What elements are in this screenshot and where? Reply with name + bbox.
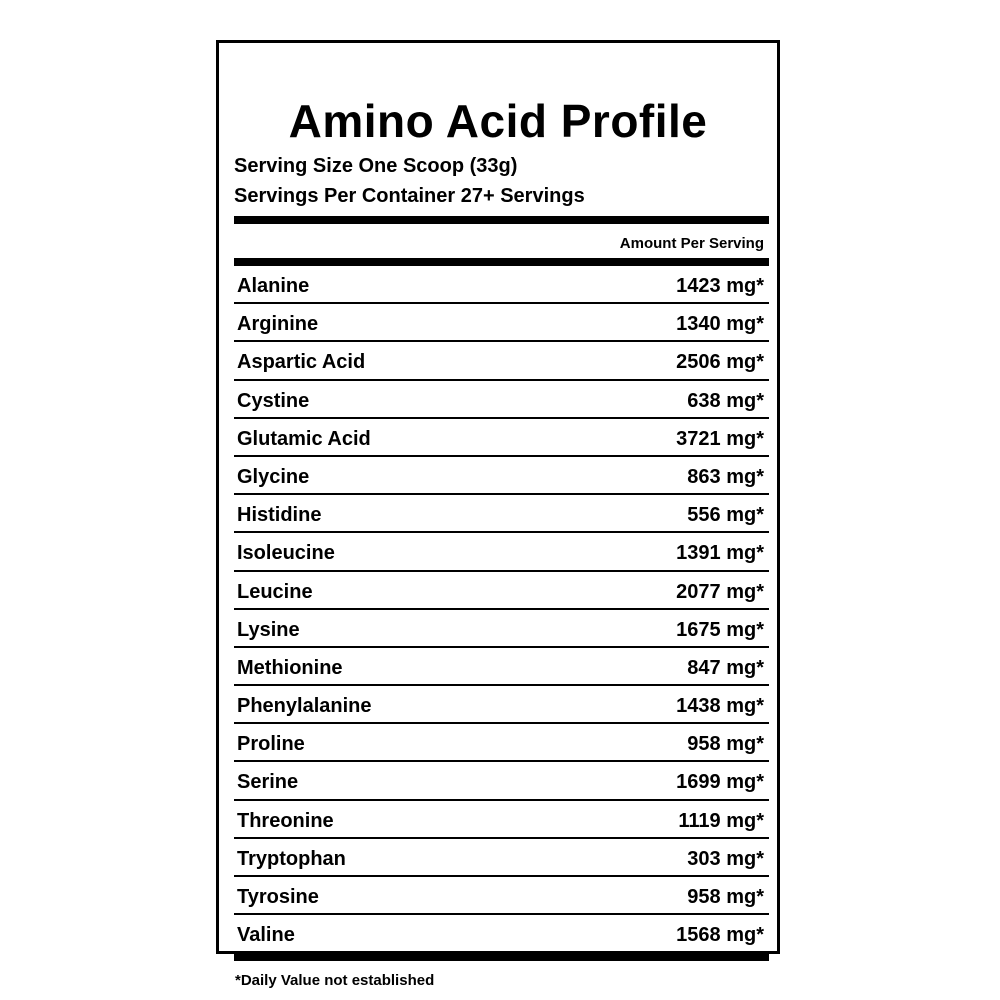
amino-acid-amount: 1568 mg* (676, 924, 764, 947)
amino-acid-name: Glycine (237, 465, 310, 488)
amino-acid-amount: 1423 mg* (676, 275, 764, 297)
amino-acid-row (234, 381, 769, 419)
amino-acid-name: Tryptophan (237, 847, 346, 870)
amino-acid-name: Glutamic Acid (237, 427, 371, 450)
divider-thick-header (234, 258, 769, 266)
amino-acid-row (234, 457, 769, 495)
amino-acid-name: Isoleucine (237, 542, 335, 565)
divider-thick-bottom (234, 953, 769, 961)
amino-acid-name: Phenylalanine (237, 695, 372, 718)
amino-acid-row (234, 266, 769, 304)
amino-acid-name: Serine (237, 771, 299, 794)
amino-acid-name: Valine (237, 924, 295, 947)
amino-acid-row (234, 648, 769, 686)
amino-acid-name: Lysine (237, 618, 300, 641)
amino-acid-amount: 1438 mg* (676, 695, 764, 718)
amino-acid-name: Threonine (237, 809, 334, 832)
amino-acid-amount: 638 mg* (687, 389, 764, 412)
amino-acid-name: Tyrosine (237, 886, 319, 908)
amino-acid-amount: 958 mg* (687, 733, 764, 756)
amino-acid-name: Cystine (237, 389, 310, 412)
amino-acid-list (234, 266, 769, 953)
amino-acid-amount: 2077 mg* (676, 580, 764, 603)
amino-acid-name: Alanine (237, 275, 310, 297)
amino-acid-row (234, 572, 769, 610)
amino-acid-row (234, 839, 769, 877)
label-title: Amino Acid Profile (288, 95, 708, 147)
amino-acid-row (234, 801, 769, 839)
amino-acid-row (234, 533, 769, 571)
amino-acid-amount: 1675 mg* (676, 618, 764, 641)
amino-acid-row (234, 495, 769, 533)
divider-thick-top (234, 216, 769, 224)
amino-acid-row (234, 724, 769, 762)
amino-acid-name: Proline (237, 733, 305, 756)
amino-acid-row (234, 304, 769, 342)
amino-acid-row (234, 342, 769, 380)
amino-acid-row (234, 686, 769, 724)
amino-acid-row (234, 762, 769, 800)
amino-acid-name: Leucine (237, 580, 313, 603)
amount-per-serving-header: Amount Per Serving (619, 235, 764, 252)
amino-acid-row (234, 915, 769, 953)
amino-acid-amount: 1119 mg* (678, 809, 764, 832)
amino-acid-amount: 1340 mg* (676, 313, 764, 336)
amino-acid-amount: 863 mg* (687, 465, 764, 488)
amino-acid-amount: 1699 mg* (676, 771, 764, 794)
amino-acid-amount: 3721 mg* (676, 427, 764, 450)
amino-acid-name: Histidine (237, 504, 322, 527)
amino-acid-amount: 556 mg* (687, 504, 764, 527)
amino-acid-row (234, 419, 769, 457)
amino-acid-label (216, 40, 780, 989)
amino-acid-amount: 303 mg* (687, 847, 764, 870)
amino-acid-amount: 847 mg* (687, 656, 764, 679)
serving-size: Serving Size One Scoop (33g) (234, 155, 518, 177)
amino-acid-amount: 2506 mg* (676, 351, 764, 374)
amino-acid-amount: 958 mg* (687, 886, 764, 908)
servings-per-container: Servings Per Container 27+ Servings (234, 185, 585, 207)
amino-acid-name: Aspartic Acid (237, 351, 366, 374)
amino-acid-amount: 1391 mg* (676, 542, 764, 565)
footnote: *Daily Value not established (235, 972, 435, 989)
amino-acid-row (234, 610, 769, 648)
amino-acid-row (234, 877, 769, 915)
amino-acid-name: Methionine (237, 656, 343, 679)
amino-acid-name: Arginine (237, 313, 319, 336)
